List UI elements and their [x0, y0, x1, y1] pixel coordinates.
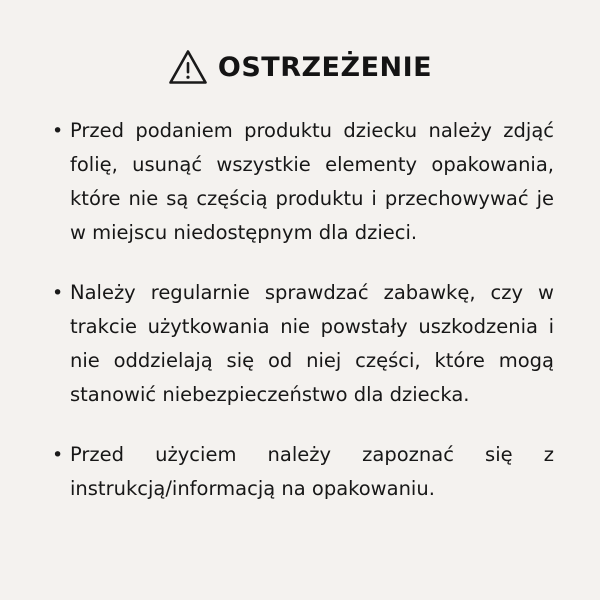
bullet-icon: •	[52, 282, 64, 304]
warning-text: Przed podaniem produktu dziecku należy zdjąć folię, usunąć wszystkie elementy opakowania, które nie są częścią produktu i przechowywać je w miejscu niedostępnym dla dzieci.	[70, 119, 554, 244]
warning-text: Należy regularnie sprawdzać zabawkę, czy w trakcie użytkowania nie powstały uszkodzenia i nie oddzielają się od niej części, które mogą stanowić niebezpieczeństwo dla dziecka.	[70, 281, 554, 406]
warning-list	[38, 114, 562, 532]
warning-header	[168, 48, 432, 86]
page-title: OSTRZEŻENIE	[217, 51, 433, 83]
list-item	[48, 438, 554, 506]
warning-triangle-icon	[168, 48, 208, 86]
bullet-icon: •	[52, 120, 64, 142]
list-item	[48, 276, 554, 412]
bullet-icon: •	[52, 444, 64, 466]
list-item	[48, 114, 554, 250]
warning-text: Przed użyciem należy zapoznać się z instrukcją/informacją na opakowaniu.	[70, 443, 554, 500]
